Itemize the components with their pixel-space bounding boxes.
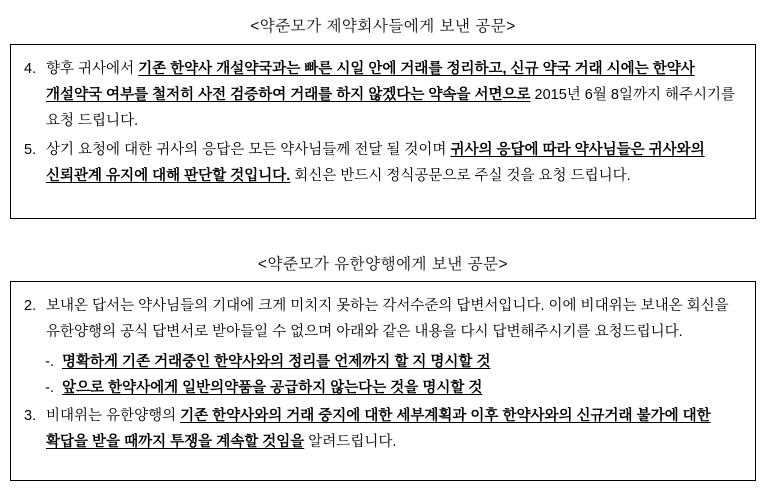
notice-box-yuhan (10, 281, 756, 481)
list-item (24, 137, 742, 189)
sub-list (24, 349, 742, 401)
list-marker: 2. (24, 298, 37, 314)
sub-list-marker: -. (45, 380, 54, 396)
list-item (24, 403, 742, 455)
paragraph-text: 보내온 답서는 약사님들의 기대에 크게 미치지 못하는 각서수준의 답변서입니다. 이에 비대위는 보내온 회신을 유한양행의 공식 답변서로 받아들일 수 없으며 아래와 같은 내용을 다시 답변해주시기를 요청드립니다. (46, 298, 729, 340)
list-item (24, 56, 742, 134)
paragraph-text: 상기 요청에 대한 귀사의 응답은 모든 약사님들께 전달 될 것이며 귀사의 응답에 따라 약사님들은 귀사와의 신뢰관계 유지에 대해 판단할 것입니다. 회신은 반드시 정식공문으로 주실 것을 요청 드립니다. (46, 142, 705, 184)
section-heading-2: <약준모가 유한양행에게 보낸 공문> (257, 256, 509, 273)
list-marker: 5. (24, 142, 37, 158)
list-marker: 3. (24, 408, 37, 424)
sub-list-text: 명확하게 기존 거래중인 한약사와의 정리를 언제까지 할 지 명시할 것 (62, 354, 491, 370)
sub-list-item (38, 349, 742, 375)
sub-list-marker: -. (45, 354, 54, 370)
sub-list-text: 앞으로 한약사에게 일반의약품을 공급하지 않는다는 것을 명시할 것 (62, 380, 483, 396)
paragraph-text: 향후 귀사에서 기존 한약사 개설약국과는 빠른 시일 안에 거래를 정리하고, 신규 약국 거래 시에는 한약사 개설약국 여부를 철저히 사전 검증하여 거래를 하지 않겠다는 약속을 서면으로 2015년 6월 8일까지 해주시기를 요청 드립니다. (46, 61, 736, 129)
paragraph-text: 비대위는 유한양행의 기존 한약사와의 거래 중지에 대한 세부계획과 이후 한약사와의 신규거래 불가에 대한 확답을 받을 때까지 투쟁을 계속할 것임을 알려드립니다. (46, 408, 711, 450)
list-item (24, 293, 742, 345)
sub-list-item (38, 375, 742, 401)
notice-box-pharma-companies (10, 44, 756, 219)
section-heading-1: <약준모가 제약회사들에게 보낸 공문> (250, 18, 516, 35)
list-marker: 4. (24, 61, 37, 77)
